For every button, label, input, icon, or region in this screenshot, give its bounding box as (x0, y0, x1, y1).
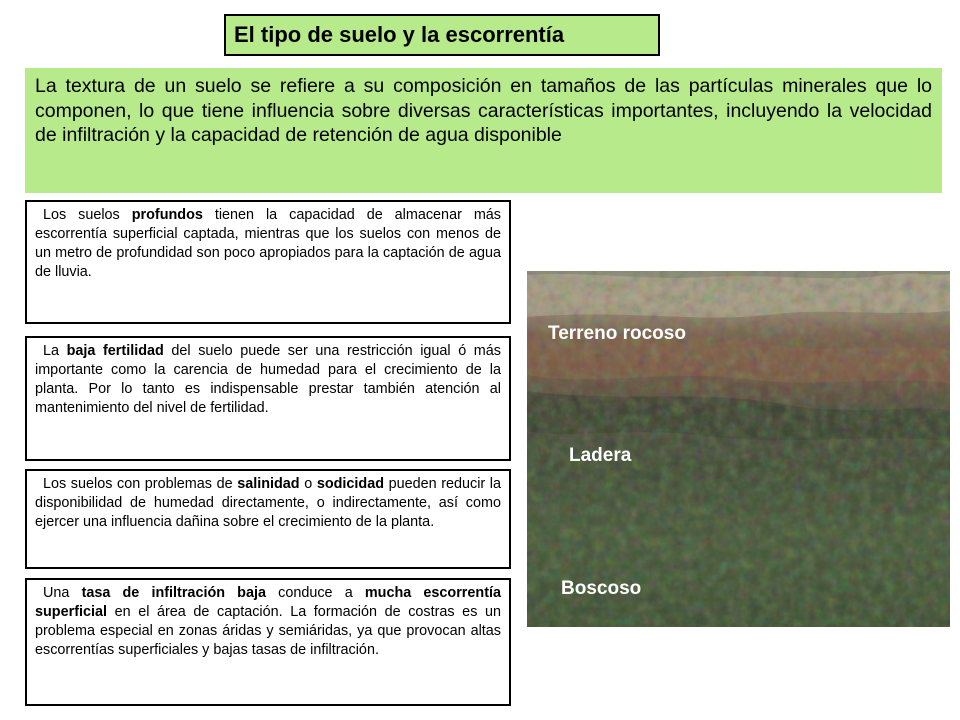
card-text-part: La (43, 343, 67, 359)
landscape-photo (527, 271, 950, 627)
card-keyword: profundos (131, 207, 203, 223)
card-text-part: en el área de captación. La formación de costras es un problema especial en zonas áridas y semiáridas, ya que provocan altas escorrentías superficiales y bajas tasas de infiltración. (35, 604, 501, 659)
info-card-deep-soils (25, 200, 511, 324)
card-keyword: mucha escorrentía superficial (35, 585, 501, 621)
card-text-part: Los suelos con problemas de (43, 476, 238, 492)
card-text-part: conduce a (265, 585, 365, 601)
label-rocky-terrain: Terreno rocoso (548, 323, 686, 344)
card-keyword: tasa de infiltración baja (81, 585, 266, 601)
card-keyword: salinidad (237, 476, 300, 492)
card-keyword: baja fertilidad (66, 343, 164, 359)
card-text-part: tienen la capacidad de almacenar más escorrentía superficial captada, mientras que los suelos con menos de un metro de profundidad son poco apropiados para la captación de agua de lluvia. (35, 207, 502, 281)
card-text-part: o (299, 476, 317, 492)
card-text (35, 342, 501, 419)
info-card-infiltration (25, 578, 511, 706)
intro-paragraph: La textura de un suelo se refiere a su composición en tamaños de las partículas minerales que lo componen, lo que tiene influencia sobre diversas características importantes, incluyendo la velocidad de infiltración y la capacidad de retención de agua disponible (25, 68, 942, 193)
card-text (35, 475, 501, 532)
info-card-salinity (25, 469, 511, 569)
page-title: El tipo de suelo y la escorrentía (224, 14, 660, 56)
card-text (35, 206, 501, 283)
label-slope: Ladera (569, 445, 632, 466)
card-text (35, 584, 501, 661)
card-text-part: pueden reducir la disponibilidad de humedad directamente, o indirectamente, así como ejercer una influencia dañina sobre el crecimiento de la planta. (35, 476, 502, 531)
card-keyword: sodicidad (316, 476, 384, 492)
info-card-low-fertility (25, 336, 511, 461)
card-text-part: Los suelos (43, 207, 132, 223)
card-text-part: Una (43, 585, 82, 601)
card-text-part: del suelo puede ser una restricción igual ó más importante como la carencia de humedad para el crecimiento de la planta. Por lo tanto es indispensable prestar también atención al mantenimiento del nivel de fertilidad. (35, 343, 501, 417)
label-forest: Boscoso (561, 578, 642, 599)
